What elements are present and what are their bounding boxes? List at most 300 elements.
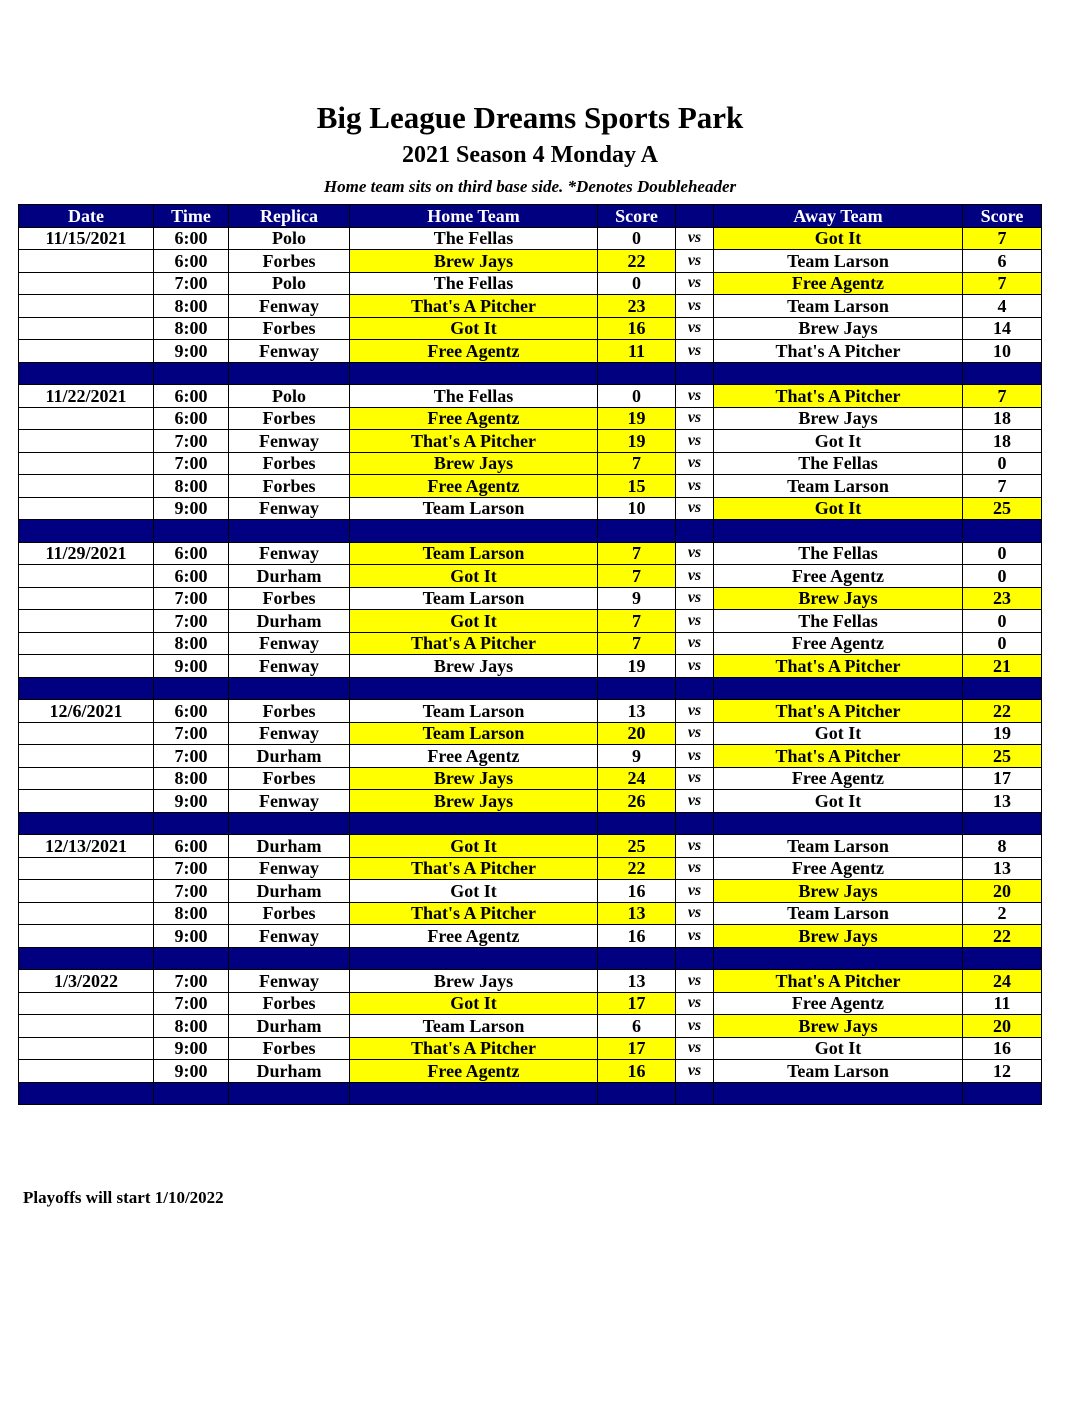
date-cell [19, 272, 154, 295]
vs-cell: vs [676, 565, 714, 588]
home-score-cell: 22 [598, 250, 676, 273]
date-cell [19, 655, 154, 678]
home-team-cell: The Fellas [350, 272, 598, 295]
home-score-cell: 25 [598, 835, 676, 858]
game-row [19, 632, 1042, 655]
replica-cell: Fenway [229, 295, 350, 318]
away-score-cell: 22 [963, 700, 1042, 723]
away-score-cell: 21 [963, 655, 1042, 678]
home-score-cell: 26 [598, 790, 676, 813]
game-row [19, 700, 1042, 723]
header-home-team: Home Team [350, 205, 598, 228]
vs-cell: vs [676, 340, 714, 363]
time-cell: 7:00 [154, 745, 229, 768]
away-team-cell: Team Larson [714, 475, 963, 498]
away-team-cell: Got It [714, 227, 963, 250]
replica-cell: Fenway [229, 722, 350, 745]
date-cell [19, 992, 154, 1015]
date-cell [19, 610, 154, 633]
away-team-cell: Team Larson [714, 250, 963, 273]
away-score-cell: 20 [963, 880, 1042, 903]
time-cell: 7:00 [154, 880, 229, 903]
separator-cell [350, 677, 598, 700]
game-row [19, 992, 1042, 1015]
separator-cell [676, 677, 714, 700]
home-score-cell: 16 [598, 925, 676, 948]
separator-cell [714, 677, 963, 700]
vs-cell: vs [676, 835, 714, 858]
replica-cell: Fenway [229, 542, 350, 565]
away-team-cell: Team Larson [714, 835, 963, 858]
separator-cell [714, 362, 963, 385]
separator-cell [714, 520, 963, 543]
separator-cell [714, 947, 963, 970]
vs-cell: vs [676, 272, 714, 295]
away-team-cell: Got It [714, 497, 963, 520]
date-cell [19, 250, 154, 273]
separator-cell [714, 812, 963, 835]
vs-cell: vs [676, 767, 714, 790]
away-team-cell: The Fellas [714, 542, 963, 565]
date-cell [19, 767, 154, 790]
separator-cell [229, 677, 350, 700]
replica-cell: Forbes [229, 1037, 350, 1060]
date-cell [19, 497, 154, 520]
separator-cell [676, 1082, 714, 1105]
game-row [19, 385, 1042, 408]
time-cell: 7:00 [154, 587, 229, 610]
away-score-cell: 24 [963, 970, 1042, 993]
separator-cell [676, 947, 714, 970]
vs-cell: vs [676, 317, 714, 340]
vs-cell: vs [676, 385, 714, 408]
date-cell [19, 632, 154, 655]
home-score-cell: 7 [598, 565, 676, 588]
replica-cell: Polo [229, 227, 350, 250]
separator-cell [963, 1082, 1042, 1105]
date-cell: 1/3/2022 [19, 970, 154, 993]
home-team-cell: That's A Pitcher [350, 632, 598, 655]
separator-cell [229, 520, 350, 543]
replica-cell: Fenway [229, 970, 350, 993]
away-team-cell: Team Larson [714, 902, 963, 925]
header-home-score: Score [598, 205, 676, 228]
header-away-score: Score [963, 205, 1042, 228]
time-cell: 9:00 [154, 925, 229, 948]
home-score-cell: 13 [598, 902, 676, 925]
home-team-cell: Team Larson [350, 722, 598, 745]
home-score-cell: 11 [598, 340, 676, 363]
game-row [19, 790, 1042, 813]
away-score-cell: 17 [963, 767, 1042, 790]
game-row [19, 250, 1042, 273]
away-score-cell: 12 [963, 1060, 1042, 1083]
date-cell: 11/29/2021 [19, 542, 154, 565]
game-row [19, 475, 1042, 498]
away-team-cell: Got It [714, 430, 963, 453]
vs-cell: vs [676, 700, 714, 723]
separator-cell [154, 520, 229, 543]
game-row [19, 407, 1042, 430]
replica-cell: Polo [229, 385, 350, 408]
vs-cell: vs [676, 1015, 714, 1038]
game-row [19, 1037, 1042, 1060]
away-team-cell: Free Agentz [714, 272, 963, 295]
separator-cell [963, 362, 1042, 385]
time-cell: 7:00 [154, 992, 229, 1015]
separator-cell [963, 947, 1042, 970]
time-cell: 6:00 [154, 385, 229, 408]
replica-cell: Forbes [229, 317, 350, 340]
home-team-cell: Brew Jays [350, 250, 598, 273]
home-score-cell: 0 [598, 272, 676, 295]
home-score-cell: 19 [598, 407, 676, 430]
schedule-table [18, 204, 1042, 1105]
away-team-cell: Free Agentz [714, 992, 963, 1015]
date-cell [19, 880, 154, 903]
home-score-cell: 0 [598, 227, 676, 250]
separator-cell [19, 1082, 154, 1105]
game-row [19, 497, 1042, 520]
replica-cell: Fenway [229, 857, 350, 880]
home-score-cell: 10 [598, 497, 676, 520]
home-team-cell: Got It [350, 992, 598, 1015]
date-cell [19, 857, 154, 880]
vs-cell: vs [676, 452, 714, 475]
home-score-cell: 19 [598, 655, 676, 678]
date-cell [19, 475, 154, 498]
away-team-cell: That's A Pitcher [714, 700, 963, 723]
header-replica: Replica [229, 205, 350, 228]
time-cell: 8:00 [154, 902, 229, 925]
vs-cell: vs [676, 992, 714, 1015]
away-score-cell: 7 [963, 475, 1042, 498]
separator-cell [598, 812, 676, 835]
footer-note: Playoffs will start 1/10/2022 [23, 1188, 224, 1207]
home-score-cell: 9 [598, 745, 676, 768]
separator-cell [963, 677, 1042, 700]
vs-cell: vs [676, 925, 714, 948]
vs-cell: vs [676, 880, 714, 903]
home-team-cell: Free Agentz [350, 340, 598, 363]
time-cell: 9:00 [154, 1037, 229, 1060]
separator-cell [19, 362, 154, 385]
time-cell: 8:00 [154, 475, 229, 498]
replica-cell: Fenway [229, 340, 350, 363]
separator-cell [19, 947, 154, 970]
away-score-cell: 7 [963, 385, 1042, 408]
date-cell: 12/6/2021 [19, 700, 154, 723]
replica-cell: Durham [229, 565, 350, 588]
game-row [19, 587, 1042, 610]
home-score-cell: 6 [598, 1015, 676, 1038]
home-team-cell: Team Larson [350, 587, 598, 610]
replica-cell: Forbes [229, 250, 350, 273]
schedule-note: Home team sits on third base side. *Denotes Doubleheader [323, 177, 737, 196]
game-row [19, 722, 1042, 745]
date-cell [19, 925, 154, 948]
away-team-cell: Free Agentz [714, 857, 963, 880]
vs-cell: vs [676, 857, 714, 880]
time-cell: 9:00 [154, 340, 229, 363]
time-cell: 7:00 [154, 722, 229, 745]
home-team-cell: Brew Jays [350, 655, 598, 678]
date-cell [19, 295, 154, 318]
home-team-cell: Team Larson [350, 1015, 598, 1038]
replica-cell: Fenway [229, 632, 350, 655]
separator-cell [714, 1082, 963, 1105]
away-team-cell: The Fellas [714, 610, 963, 633]
replica-cell: Fenway [229, 790, 350, 813]
home-team-cell: Got It [350, 317, 598, 340]
week-separator-row [19, 947, 1042, 970]
away-team-cell: Brew Jays [714, 587, 963, 610]
separator-cell [350, 812, 598, 835]
game-row [19, 857, 1042, 880]
replica-cell: Durham [229, 835, 350, 858]
game-row [19, 227, 1042, 250]
time-cell: 6:00 [154, 542, 229, 565]
home-team-cell: Got It [350, 610, 598, 633]
time-cell: 9:00 [154, 497, 229, 520]
vs-cell: vs [676, 587, 714, 610]
time-cell: 6:00 [154, 700, 229, 723]
vs-cell: vs [676, 1037, 714, 1060]
game-row [19, 1060, 1042, 1083]
separator-cell [676, 812, 714, 835]
away-score-cell: 13 [963, 790, 1042, 813]
home-score-cell: 7 [598, 452, 676, 475]
vs-cell: vs [676, 250, 714, 273]
away-score-cell: 7 [963, 272, 1042, 295]
vs-cell: vs [676, 497, 714, 520]
replica-cell: Forbes [229, 407, 350, 430]
vs-cell: vs [676, 632, 714, 655]
game-row [19, 295, 1042, 318]
away-score-cell: 23 [963, 587, 1042, 610]
away-team-cell: Team Larson [714, 1060, 963, 1083]
time-cell: 7:00 [154, 857, 229, 880]
date-cell [19, 745, 154, 768]
time-cell: 6:00 [154, 565, 229, 588]
home-score-cell: 7 [598, 632, 676, 655]
time-cell: 7:00 [154, 272, 229, 295]
replica-cell: Forbes [229, 992, 350, 1015]
separator-cell [963, 520, 1042, 543]
time-cell: 8:00 [154, 295, 229, 318]
time-cell: 9:00 [154, 655, 229, 678]
separator-cell [154, 812, 229, 835]
time-cell: 8:00 [154, 1015, 229, 1038]
away-score-cell: 10 [963, 340, 1042, 363]
date-cell [19, 452, 154, 475]
away-team-cell: That's A Pitcher [714, 745, 963, 768]
away-team-cell: Free Agentz [714, 767, 963, 790]
header-time: Time [154, 205, 229, 228]
separator-cell [350, 947, 598, 970]
away-team-cell: That's A Pitcher [714, 385, 963, 408]
separator-cell [229, 947, 350, 970]
date-cell [19, 565, 154, 588]
week-separator-row [19, 520, 1042, 543]
game-row [19, 430, 1042, 453]
home-team-cell: Free Agentz [350, 925, 598, 948]
vs-cell: vs [676, 745, 714, 768]
home-team-cell: That's A Pitcher [350, 430, 598, 453]
home-score-cell: 15 [598, 475, 676, 498]
away-team-cell: Got It [714, 790, 963, 813]
home-team-cell: That's A Pitcher [350, 1037, 598, 1060]
separator-cell [19, 812, 154, 835]
time-cell: 8:00 [154, 767, 229, 790]
away-team-cell: The Fellas [714, 452, 963, 475]
separator-cell [598, 362, 676, 385]
separator-cell [154, 677, 229, 700]
away-team-cell: Got It [714, 722, 963, 745]
vs-cell: vs [676, 227, 714, 250]
vs-cell: vs [676, 1060, 714, 1083]
home-team-cell: Team Larson [350, 700, 598, 723]
home-score-cell: 24 [598, 767, 676, 790]
home-team-cell: Brew Jays [350, 970, 598, 993]
date-cell [19, 340, 154, 363]
away-score-cell: 13 [963, 857, 1042, 880]
vs-cell: vs [676, 722, 714, 745]
home-team-cell: Got It [350, 880, 598, 903]
date-cell [19, 790, 154, 813]
game-row [19, 565, 1042, 588]
home-score-cell: 7 [598, 542, 676, 565]
vs-cell: vs [676, 407, 714, 430]
week-separator-row [19, 812, 1042, 835]
home-team-cell: Free Agentz [350, 745, 598, 768]
away-score-cell: 18 [963, 407, 1042, 430]
game-row [19, 970, 1042, 993]
date-cell [19, 1060, 154, 1083]
vs-cell: vs [676, 475, 714, 498]
home-score-cell: 19 [598, 430, 676, 453]
time-cell: 6:00 [154, 250, 229, 273]
away-score-cell: 25 [963, 745, 1042, 768]
away-score-cell: 6 [963, 250, 1042, 273]
header-row [19, 205, 1042, 228]
replica-cell: Forbes [229, 587, 350, 610]
home-team-cell: Free Agentz [350, 1060, 598, 1083]
time-cell: 9:00 [154, 790, 229, 813]
separator-cell [19, 520, 154, 543]
page-subtitle: 2021 Season 4 Monday A [401, 142, 659, 168]
time-cell: 6:00 [154, 835, 229, 858]
header-date: Date [19, 205, 154, 228]
home-team-cell: Brew Jays [350, 767, 598, 790]
away-team-cell: That's A Pitcher [714, 340, 963, 363]
header-vs [676, 205, 714, 228]
home-team-cell: Free Agentz [350, 407, 598, 430]
away-score-cell: 14 [963, 317, 1042, 340]
time-cell: 7:00 [154, 970, 229, 993]
date-cell [19, 430, 154, 453]
replica-cell: Forbes [229, 452, 350, 475]
home-score-cell: 13 [598, 700, 676, 723]
vs-cell: vs [676, 902, 714, 925]
vs-cell: vs [676, 610, 714, 633]
page-title: Big League Dreams Sports Park [316, 100, 744, 135]
home-team-cell: Got It [350, 835, 598, 858]
away-team-cell: That's A Pitcher [714, 970, 963, 993]
away-score-cell: 0 [963, 565, 1042, 588]
game-row [19, 880, 1042, 903]
away-score-cell: 11 [963, 992, 1042, 1015]
game-row [19, 317, 1042, 340]
vs-cell: vs [676, 655, 714, 678]
time-cell: 7:00 [154, 452, 229, 475]
game-row [19, 452, 1042, 475]
time-cell: 6:00 [154, 227, 229, 250]
separator-cell [350, 1082, 598, 1105]
home-team-cell: Team Larson [350, 497, 598, 520]
separator-cell [154, 362, 229, 385]
away-score-cell: 19 [963, 722, 1042, 745]
home-score-cell: 9 [598, 587, 676, 610]
away-team-cell: Got It [714, 1037, 963, 1060]
separator-cell [598, 520, 676, 543]
replica-cell: Forbes [229, 767, 350, 790]
home-score-cell: 7 [598, 610, 676, 633]
vs-cell: vs [676, 542, 714, 565]
replica-cell: Forbes [229, 700, 350, 723]
separator-cell [598, 677, 676, 700]
home-team-cell: Team Larson [350, 542, 598, 565]
game-row [19, 272, 1042, 295]
replica-cell: Forbes [229, 475, 350, 498]
away-score-cell: 4 [963, 295, 1042, 318]
time-cell: 8:00 [154, 632, 229, 655]
game-row [19, 745, 1042, 768]
separator-cell [598, 947, 676, 970]
game-row [19, 610, 1042, 633]
game-row [19, 902, 1042, 925]
separator-cell [676, 520, 714, 543]
replica-cell: Fenway [229, 925, 350, 948]
away-score-cell: 0 [963, 542, 1042, 565]
game-row [19, 925, 1042, 948]
replica-cell: Durham [229, 745, 350, 768]
date-cell: 12/13/2021 [19, 835, 154, 858]
home-team-cell: The Fellas [350, 385, 598, 408]
separator-cell [229, 1082, 350, 1105]
time-cell: 6:00 [154, 407, 229, 430]
away-score-cell: 8 [963, 835, 1042, 858]
game-row [19, 767, 1042, 790]
separator-cell [154, 1082, 229, 1105]
date-cell [19, 587, 154, 610]
game-row [19, 340, 1042, 363]
time-cell: 9:00 [154, 1060, 229, 1083]
vs-cell: vs [676, 790, 714, 813]
date-cell [19, 722, 154, 745]
date-cell [19, 317, 154, 340]
replica-cell: Forbes [229, 902, 350, 925]
home-score-cell: 16 [598, 880, 676, 903]
week-separator-row [19, 1082, 1042, 1105]
separator-cell [598, 1082, 676, 1105]
away-score-cell: 0 [963, 610, 1042, 633]
replica-cell: Durham [229, 1060, 350, 1083]
away-score-cell: 0 [963, 452, 1042, 475]
separator-cell [229, 362, 350, 385]
away-team-cell: Brew Jays [714, 317, 963, 340]
away-team-cell: Brew Jays [714, 407, 963, 430]
